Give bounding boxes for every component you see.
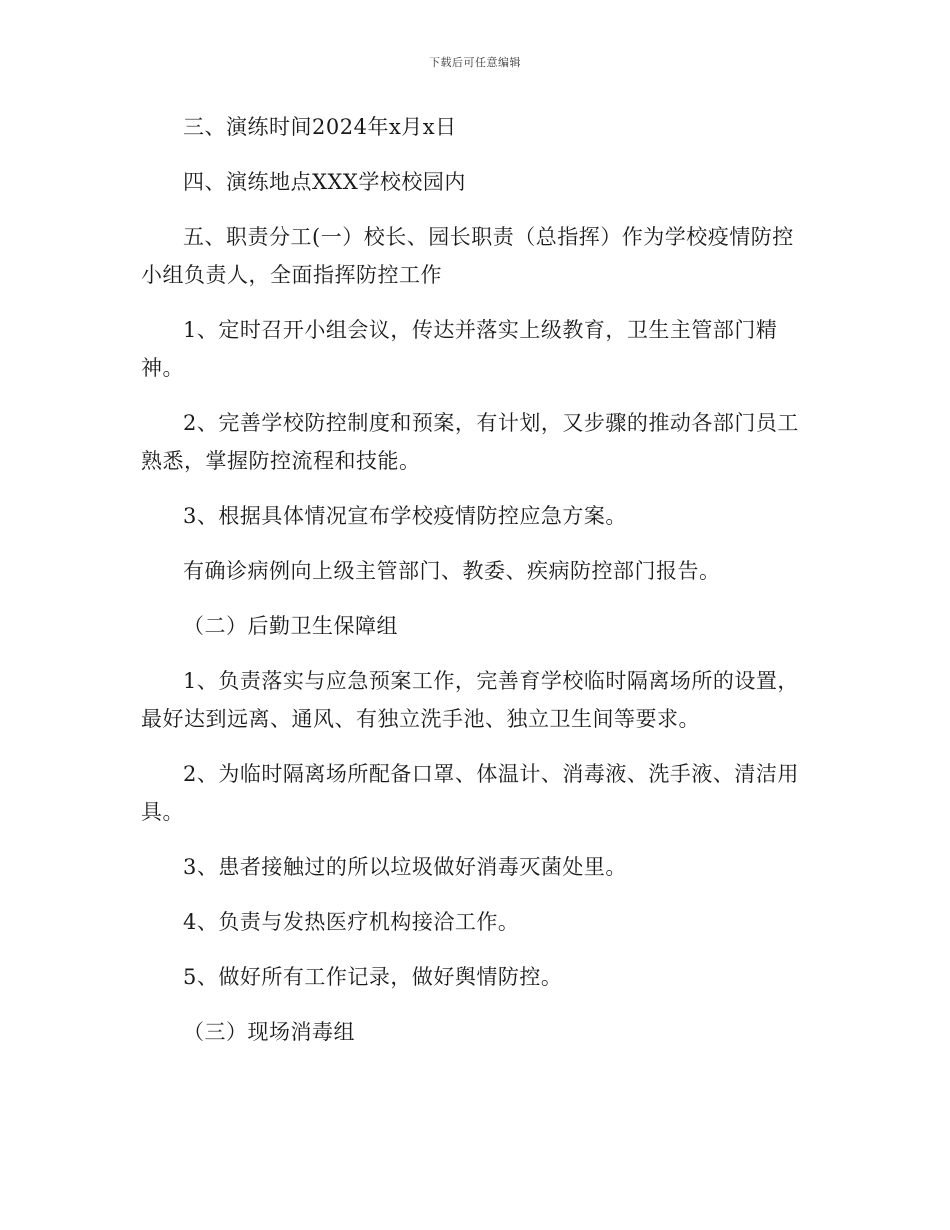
paragraph-item-1: 1、定时召开小组会议，传达并落实上级教育，卫生主管部门精神。 — [141, 318, 778, 380]
paragraph-logistics-3: 3、患者接触过的所以垃圾做好消毒灭菌处里。 — [183, 855, 627, 879]
paragraph-report: 有确诊病例向上级主管部门、教委、疾病防控部门报告。 — [183, 559, 721, 583]
paragraph-duty-division: 五、职责分工(一）校长、园长职责（总指挥）作为学校疫情防控小组负责人，全面指挥防控工作 — [141, 225, 794, 287]
paragraph-item-3: 3、根据具体情况宣布学校疫情防控应急方案。 — [183, 504, 627, 528]
paragraph-logistics-4: 4、负责与发热医疗机构接洽工作。 — [183, 910, 520, 934]
paragraph-drill-time: 三、演练时间2024年x月x日 — [183, 115, 457, 139]
document-body — [141, 108, 809, 1051]
section-heading-logistics: （二）后勤卫生保障组 — [183, 614, 398, 638]
paragraph-logistics-2: 2、为临时隔离场所配备口罩、体温计、消毒液、洗手液、清洁用具。 — [141, 762, 799, 824]
section-heading-disinfection: （三）现场消毒组 — [183, 1020, 355, 1044]
page-header: 下载后可任意编辑 — [429, 56, 521, 69]
paragraph-item-2: 2、完善学校防控制度和预案，有计划，又步骤的推动各部门员工熟悉，掌握防控流程和技能。 — [141, 411, 799, 473]
paragraph-logistics-5: 5、做好所有工作记录，做好舆情防控。 — [183, 965, 563, 989]
paragraph-logistics-1: 1、负责落实与应急预案工作，完善育学校临时隔离场所的设置，最好达到远离、通风、有独立洗手池、独立卫生间等要求。 — [141, 669, 799, 731]
paragraph-drill-location: 四、演练地点XXX学校校园内 — [183, 170, 466, 194]
